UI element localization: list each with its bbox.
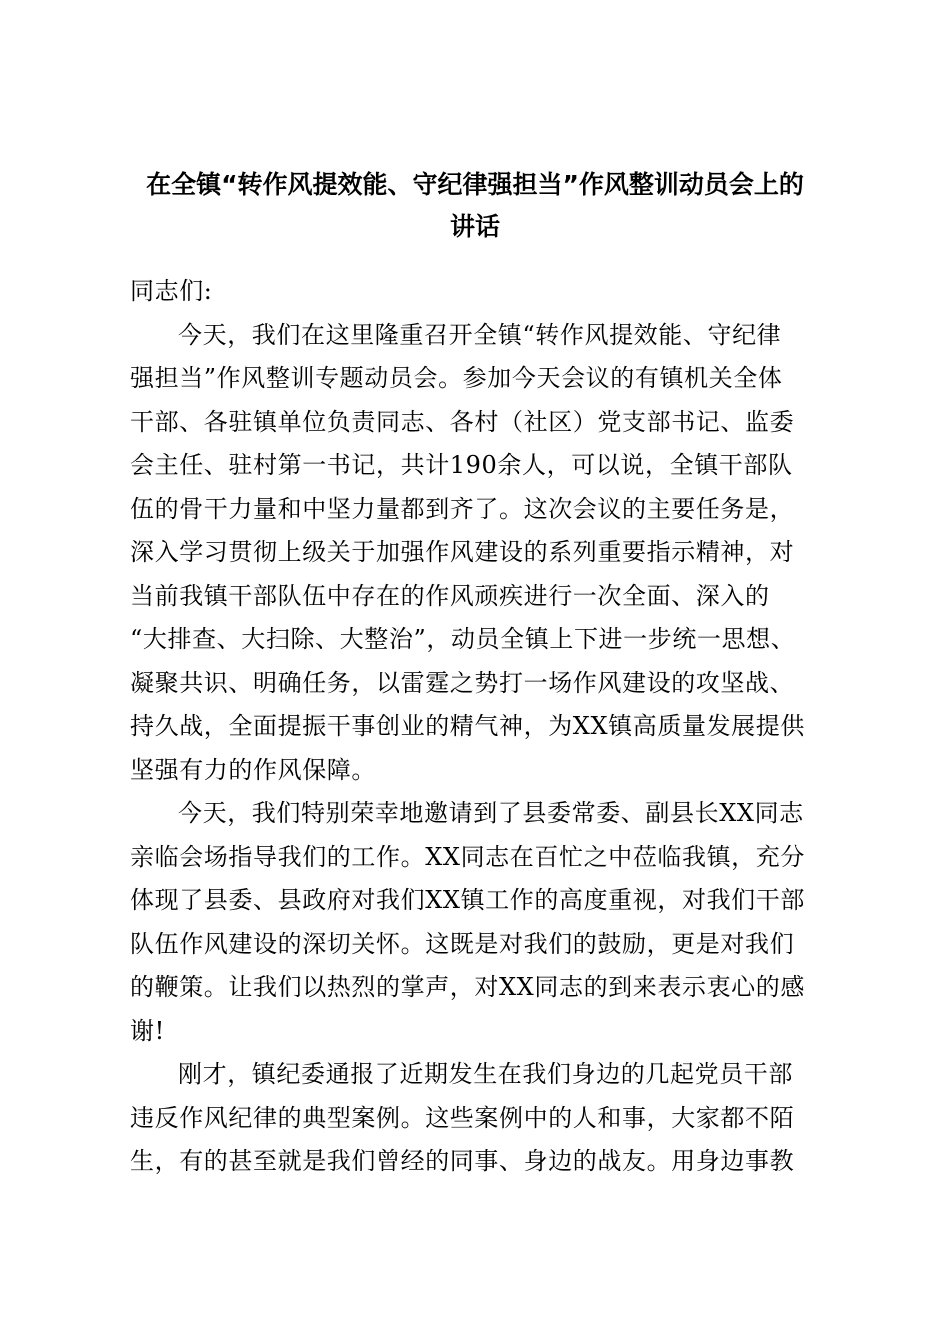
paragraph-line: 伍的骨干力量和中坚力量都到齐了。这次会议的主要任务是，	[130, 494, 795, 523]
paragraph-line: “大排查、大扫除、大整治”，动员全镇上下进一步统一思想、	[130, 625, 796, 653]
paragraph-line: 坚强有力的作风保障。	[130, 755, 376, 784]
document-title-line-2: 讲话	[449, 212, 500, 241]
paragraph-line: 违反作风纪律的典型案例。这些案例中的人和事，大家都不陌	[130, 1103, 795, 1132]
paragraph-line: 干部、各驻镇单位负责同志、各村（社区）党支部书记、监委	[130, 407, 795, 436]
paragraph-line: 亲临会场指导我们的工作。XX同志在百忙之中莅临我镇，充分	[130, 842, 805, 871]
paragraph-line: 刚才，镇纪委通报了近期发生在我们身边的几起党员干部	[178, 1060, 793, 1088]
paragraph-line: 深入学习贯彻上级关于加强作风建设的系列重要指示精神，对	[130, 538, 795, 566]
paragraph-line: 队伍作风建设的深切关怀。这既是对我们的鼓励，更是对我们	[130, 929, 795, 958]
paragraph-line: 体现了县委、县政府对我们XX镇工作的高度重视，对我们干部	[130, 886, 805, 914]
paragraph-3	[130, 1053, 850, 1184]
paragraph-line: 持久战，全面提振干事创业的精气神，为XX镇高质量发展提供	[130, 712, 805, 740]
paragraph-line: 凝聚共识、明确任务，以雷霆之势打一场作风建设的攻坚战、	[130, 668, 795, 697]
salutation: 同志们:	[130, 277, 213, 305]
paragraph-line: 的鞭策。让我们以热烈的掌声，对XX同志的到来表示衷心的感	[130, 973, 805, 1001]
paragraph-line: 生，有的甚至就是我们曾经的同事、身边的战友。用身边事教	[130, 1147, 795, 1175]
paragraph-line: 今天，我们在这里隆重召开全镇“转作风提效能、守纪律	[178, 320, 782, 349]
document-title-line-1: 在全镇“转作风提效能、守纪律强担当”作风整训动员会上的	[146, 170, 804, 199]
paragraph-2	[130, 792, 850, 1053]
paragraph-1	[130, 314, 850, 793]
document-body	[130, 270, 850, 1184]
paragraph-line: 当前我镇干部队伍中存在的作风顽疾进行一次全面、深入的	[130, 581, 770, 610]
paragraph-line: 今天，我们特别荣幸地邀请到了县委常委、副县长XX同志	[178, 799, 804, 827]
paragraph-line: 会主任、驻村第一书记，共计190余人，可以说，全镇干部队	[130, 451, 793, 479]
paragraph-line: 谢!	[130, 1016, 165, 1045]
paragraph-line: 强担当”作风整训专题动员会。参加今天会议的有镇机关全体	[130, 364, 783, 392]
